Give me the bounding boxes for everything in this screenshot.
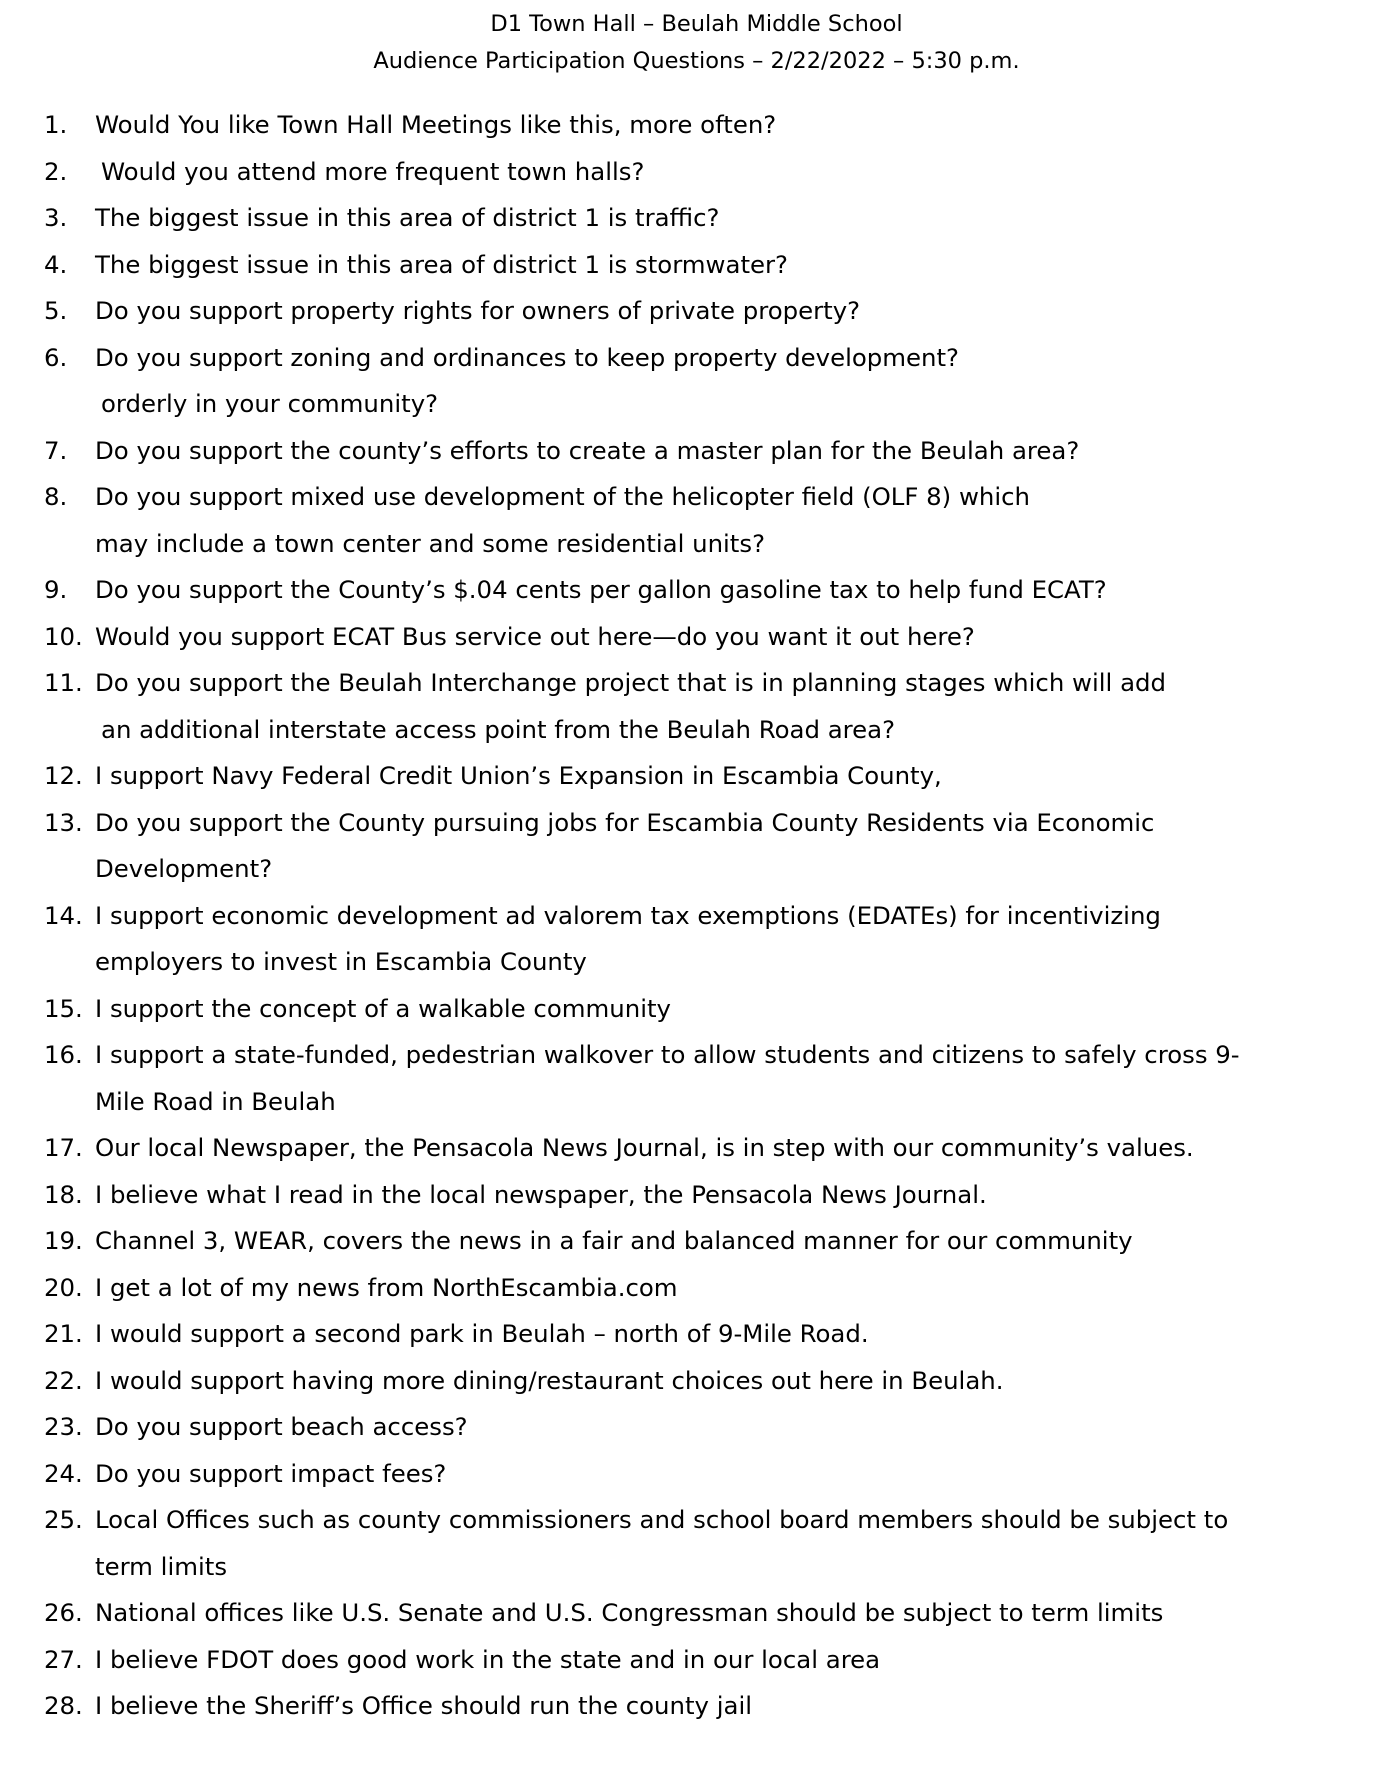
question-text-line: National offices like U.S. Senate and U.S. Congressman should be subject to term limits — [95, 1598, 1164, 1627]
question-text — [95, 1404, 1393, 1451]
question-number: 13. — [44, 807, 83, 837]
question-text-line: Would You like Town Hall Meetings like this, more often? — [95, 110, 777, 139]
question-item — [0, 102, 1393, 149]
question-text-line: Do you support the county’s efforts to create a master plan for the Beulah area? — [95, 435, 1080, 465]
question-number: 11. — [44, 668, 83, 697]
question-text-line: employers to invest in Escambia County — [95, 947, 587, 976]
question-item — [0, 1032, 1393, 1125]
question-number: 21. — [44, 1319, 83, 1348]
question-number: 8. — [44, 482, 68, 511]
question-number: 5. — [44, 296, 68, 325]
question-text — [95, 614, 1393, 661]
question-number: 9. — [44, 575, 68, 604]
question-item — [0, 1683, 1393, 1730]
question-text-line: Would you attend more frequent town halls? — [101, 156, 645, 186]
question-item — [0, 567, 1393, 614]
question-text — [95, 1265, 1393, 1312]
question-text — [95, 753, 1393, 800]
question-text-line: I believe the Sheriff’s Office should run the county jail — [95, 1691, 752, 1720]
question-text-line: an additional interstate access point from the Beulah Road area? — [101, 714, 896, 744]
question-text-line: Mile Road in Beulah — [95, 1086, 336, 1116]
question-item — [0, 1311, 1393, 1358]
question-text — [95, 986, 1393, 1033]
question-number: 7. — [44, 435, 68, 465]
question-number: 6. — [44, 342, 68, 372]
question-text-line: term limits — [95, 1551, 228, 1581]
question-number: 10. — [44, 621, 83, 651]
question-text-line: I support economic development ad valorem tax exemptions (EDATEs) for incentivizing — [95, 900, 1161, 930]
question-item — [0, 1451, 1393, 1498]
question-item — [0, 1265, 1393, 1312]
question-number: 1. — [44, 110, 68, 139]
question-number: 16. — [44, 1040, 83, 1069]
question-item — [0, 1404, 1393, 1451]
question-list — [0, 102, 1393, 1730]
question-text-line: Development? — [95, 854, 273, 883]
question-text — [95, 800, 1393, 893]
question-number: 28. — [44, 1691, 83, 1720]
question-text-line: The biggest issue in this area of district 1 is stormwater? — [95, 249, 788, 279]
question-item — [0, 1358, 1393, 1405]
question-number: 18. — [44, 1179, 83, 1209]
question-number: 3. — [44, 203, 68, 232]
question-text-line: Do you support the County’s $.04 cents per gallon gasoline tax to help fund ECAT? — [95, 575, 1107, 604]
question-number: 12. — [44, 761, 83, 790]
question-number: 24. — [44, 1458, 83, 1488]
question-item — [0, 660, 1393, 753]
document-header — [0, 6, 1393, 80]
question-text — [95, 1172, 1393, 1219]
question-text — [95, 1125, 1393, 1172]
question-item — [0, 986, 1393, 1033]
question-item — [0, 428, 1393, 475]
question-item — [0, 195, 1393, 242]
question-text-line: Do you support property rights for owners of private property? — [95, 296, 861, 325]
question-item — [0, 288, 1393, 335]
question-text-line: Do you support the Beulah Interchange project that is in planning stages which will add — [95, 668, 1166, 697]
question-item — [0, 242, 1393, 289]
question-text-line: Do you support mixed use development of the helicopter field (OLF 8) which — [95, 482, 1030, 511]
question-item — [0, 1172, 1393, 1219]
question-number: 15. — [44, 993, 83, 1023]
question-item — [0, 800, 1393, 893]
question-text-line: Do you support impact fees? — [95, 1458, 447, 1488]
question-text — [95, 1451, 1393, 1498]
question-text-line: I support a state-funded, pedestrian walkover to allow students and citizens to safely cross 9- — [95, 1040, 1240, 1069]
question-item — [0, 1497, 1393, 1590]
question-text-line: Channel 3, WEAR, covers the news in a fair and balanced manner for our community — [95, 1226, 1133, 1255]
question-text — [95, 149, 1393, 196]
question-text — [95, 102, 1393, 149]
question-text-line: I support the concept of a walkable community — [95, 993, 671, 1023]
question-number: 27. — [44, 1644, 83, 1674]
question-number: 17. — [44, 1133, 83, 1162]
question-text-line: I get a lot of my news from NorthEscambia.com — [95, 1272, 678, 1302]
question-number: 22. — [44, 1365, 83, 1395]
question-item — [0, 1125, 1393, 1172]
question-item — [0, 474, 1393, 567]
question-text-line: Our local Newspaper, the Pensacola News Journal, is in step with our community’s values. — [95, 1133, 1194, 1162]
question-number: 2. — [44, 156, 68, 186]
question-text-line: The biggest issue in this area of district 1 is traffic? — [95, 203, 720, 232]
question-text — [95, 1311, 1393, 1358]
question-item — [0, 335, 1393, 428]
question-number: 23. — [44, 1412, 83, 1441]
question-text — [95, 1497, 1393, 1590]
question-item — [0, 1590, 1393, 1637]
question-text — [95, 1590, 1393, 1637]
question-number: 4. — [44, 249, 68, 279]
question-text — [95, 242, 1393, 289]
question-text — [95, 474, 1393, 567]
question-text — [95, 195, 1393, 242]
question-text-line: I support Navy Federal Credit Union’s Expansion in Escambia County, — [95, 761, 942, 790]
document-title: D1 Town Hall – Beulah Middle School — [490, 11, 903, 37]
question-text-line: Do you support the County pursuing jobs for Escambia County Residents via Economic — [95, 807, 1155, 837]
question-text-line: I would support a second park in Beulah – north of 9-Mile Road. — [95, 1319, 869, 1348]
question-item — [0, 1637, 1393, 1684]
question-item — [0, 893, 1393, 986]
question-text — [95, 1637, 1393, 1684]
question-text — [95, 288, 1393, 335]
question-text-line: I believe what I read in the local newspaper, the Pensacola News Journal. — [95, 1179, 987, 1209]
question-text-line: I would support having more dining/restaurant choices out here in Beulah. — [95, 1365, 1004, 1395]
question-number: 26. — [44, 1598, 83, 1627]
question-text-line: Do you support beach access? — [95, 1412, 468, 1441]
question-text-line: I believe FDOT does good work in the state and in our local area — [95, 1644, 881, 1674]
question-text — [95, 1032, 1393, 1125]
question-text — [95, 567, 1393, 614]
question-text — [95, 1683, 1393, 1730]
question-number: 14. — [44, 900, 83, 930]
question-text — [95, 428, 1393, 475]
question-text-line: Would you support ECAT Bus service out here—do you want it out here? — [95, 621, 975, 651]
question-number: 19. — [44, 1226, 83, 1255]
question-text-line: Local Offices such as county commissioners and school board members should be subject to — [95, 1505, 1229, 1534]
question-text — [95, 660, 1393, 753]
question-item — [0, 753, 1393, 800]
question-text-line: orderly in your community? — [101, 389, 439, 418]
question-item — [0, 614, 1393, 661]
question-text-line: Do you support zoning and ordinances to keep property development? — [95, 342, 959, 372]
question-item — [0, 149, 1393, 196]
question-item — [0, 1218, 1393, 1265]
question-text — [95, 1358, 1393, 1405]
question-text — [95, 893, 1393, 986]
question-text — [95, 1218, 1393, 1265]
question-text-line: may include a town center and some residential units? — [95, 528, 766, 558]
document-subtitle: Audience Participation Questions – 2/22/2022 – 5:30 p.m. — [373, 48, 1020, 74]
question-text — [95, 335, 1393, 428]
question-number: 20. — [44, 1272, 83, 1302]
question-number: 25. — [44, 1505, 83, 1534]
